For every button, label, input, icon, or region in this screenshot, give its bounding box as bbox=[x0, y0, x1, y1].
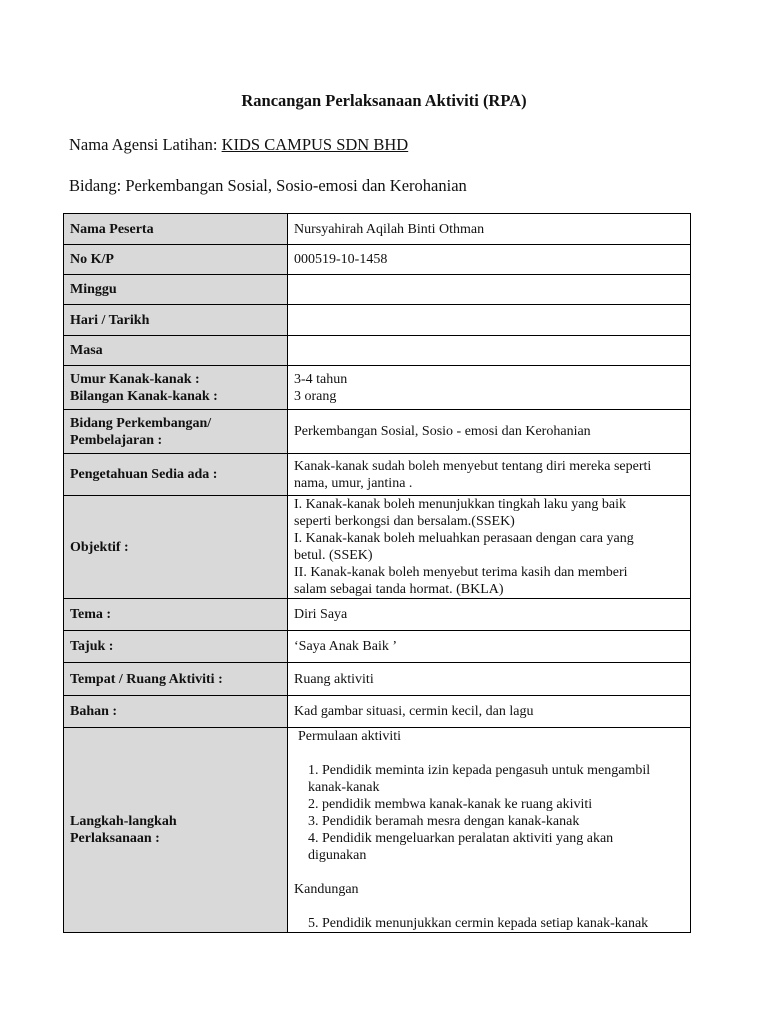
label-bidang-line-1: Bidang Perkembangan/ bbox=[70, 415, 212, 431]
objektif-line: I. Kanak-kanak boleh menunjukkan tingkah laku yang baik bbox=[294, 497, 627, 512]
row-tema bbox=[64, 599, 691, 631]
permulaan-heading: Permulaan aktiviti bbox=[298, 729, 402, 744]
value-minggu bbox=[288, 275, 691, 305]
row-objektif bbox=[64, 496, 691, 599]
bidang-line: Bidang: Perkembangan Sosial, Sosio-emosi dan Kerohanian bbox=[69, 176, 467, 195]
label-langkah-line-2: Perlaksanaan : bbox=[70, 831, 160, 846]
row-bahan bbox=[64, 696, 691, 728]
row-bidang-perkembangan bbox=[64, 410, 691, 454]
value-umur bbox=[288, 366, 691, 410]
step-item: 4. Pendidik mengeluarkan peralatan aktiviti yang akan bbox=[308, 831, 614, 846]
row-no-kp bbox=[64, 245, 691, 275]
rpa-table bbox=[63, 213, 691, 933]
objektif-line: I. Kanak-kanak boleh meluahkan perasaan dengan cara yang bbox=[294, 531, 634, 546]
agency-label: Nama Agensi Latihan: bbox=[69, 135, 222, 154]
value-pengetahuan bbox=[288, 454, 691, 496]
value-tema: Diri Saya bbox=[288, 599, 691, 631]
agency-value: KIDS CAMPUS SDN BHD bbox=[221, 135, 409, 154]
label-nama-peserta: Nama Peserta bbox=[64, 214, 288, 245]
value-bilangan-kanak: 3 orang bbox=[294, 388, 337, 404]
row-langkah bbox=[64, 728, 691, 933]
objektif-line: salam sebagai tanda hormat. (BKLA) bbox=[294, 582, 504, 597]
label-bidang-perkembangan bbox=[64, 410, 288, 454]
value-tajuk: ‘Saya Anak Baik ’ bbox=[288, 631, 691, 663]
value-pengetahuan-line-1: Kanak-kanak sudah boleh menyebut tentang diri mereka seperti bbox=[294, 458, 652, 474]
label-hari-tarikh: Hari / Tarikh bbox=[64, 305, 288, 336]
value-hari-tarikh bbox=[288, 305, 691, 336]
label-bahan: Bahan : bbox=[64, 696, 288, 728]
agency-line bbox=[69, 135, 408, 155]
value-objektif bbox=[288, 496, 691, 599]
label-objektif: Objektif : bbox=[64, 496, 288, 599]
step-item-continued: kanak-kanak bbox=[308, 780, 380, 795]
value-umur-kanak: 3-4 tahun bbox=[294, 371, 348, 387]
step-item: 3. Pendidik beramah mesra dengan kanak-kanak bbox=[308, 814, 580, 829]
label-no-kp: No K/P bbox=[64, 245, 288, 275]
value-no-kp: 000519-10-1458 bbox=[288, 245, 691, 275]
step-item: 5. Pendidik menunjukkan cermin kepada setiap kanak-kanak bbox=[308, 916, 649, 931]
step-item: 1. Pendidik meminta izin kepada pengasuh untuk mengambil bbox=[308, 763, 651, 778]
value-nama-peserta: Nursyahirah Aqilah Binti Othman bbox=[288, 214, 691, 245]
step-item: 2. pendidik membwa kanak-kanak ke ruang akiviti bbox=[308, 797, 593, 812]
objektif-line: II. Kanak-kanak boleh menyebut terima kasih dan memberi bbox=[294, 565, 628, 580]
label-langkah-line-1: Langkah-langkah bbox=[70, 814, 177, 829]
label-umur-kanak: Umur Kanak-kanak : bbox=[70, 371, 200, 387]
row-umur bbox=[64, 366, 691, 410]
row-tajuk bbox=[64, 631, 691, 663]
row-tempat bbox=[64, 663, 691, 696]
row-hari-tarikh bbox=[64, 305, 691, 336]
value-pengetahuan-line-2: nama, umur, jantina . bbox=[294, 475, 413, 491]
value-bidang-perkembangan: Perkembangan Sosial, Sosio - emosi dan Kerohanian bbox=[288, 410, 691, 454]
label-pengetahuan: Pengetahuan Sedia ada : bbox=[64, 454, 288, 496]
label-tempat: Tempat / Ruang Aktiviti : bbox=[64, 663, 288, 696]
row-masa bbox=[64, 336, 691, 366]
label-bilangan-kanak: Bilangan Kanak-kanak : bbox=[70, 388, 218, 404]
row-pengetahuan bbox=[64, 454, 691, 496]
value-masa bbox=[288, 336, 691, 366]
document-title: Rancangan Perlaksanaan Aktiviti (RPA) bbox=[241, 91, 527, 110]
row-minggu bbox=[64, 275, 691, 305]
value-langkah bbox=[288, 728, 691, 933]
kandungan-heading: Kandungan bbox=[294, 882, 359, 897]
value-tempat: Ruang aktiviti bbox=[288, 663, 691, 696]
label-tajuk: Tajuk : bbox=[64, 631, 288, 663]
step-item-continued: digunakan bbox=[308, 848, 367, 863]
label-tema: Tema : bbox=[64, 599, 288, 631]
label-masa: Masa bbox=[64, 336, 288, 366]
row-nama-peserta bbox=[64, 214, 691, 245]
label-langkah bbox=[64, 728, 288, 933]
label-minggu: Minggu bbox=[64, 275, 288, 305]
objektif-line: seperti berkongsi dan bersalam.(SSEK) bbox=[294, 514, 515, 529]
label-bidang-line-2: Pembelajaran : bbox=[70, 432, 163, 448]
value-bahan: Kad gambar situasi, cermin kecil, dan lagu bbox=[288, 696, 691, 728]
objektif-line: betul. (SSEK) bbox=[294, 548, 373, 563]
label-umur bbox=[64, 366, 288, 410]
